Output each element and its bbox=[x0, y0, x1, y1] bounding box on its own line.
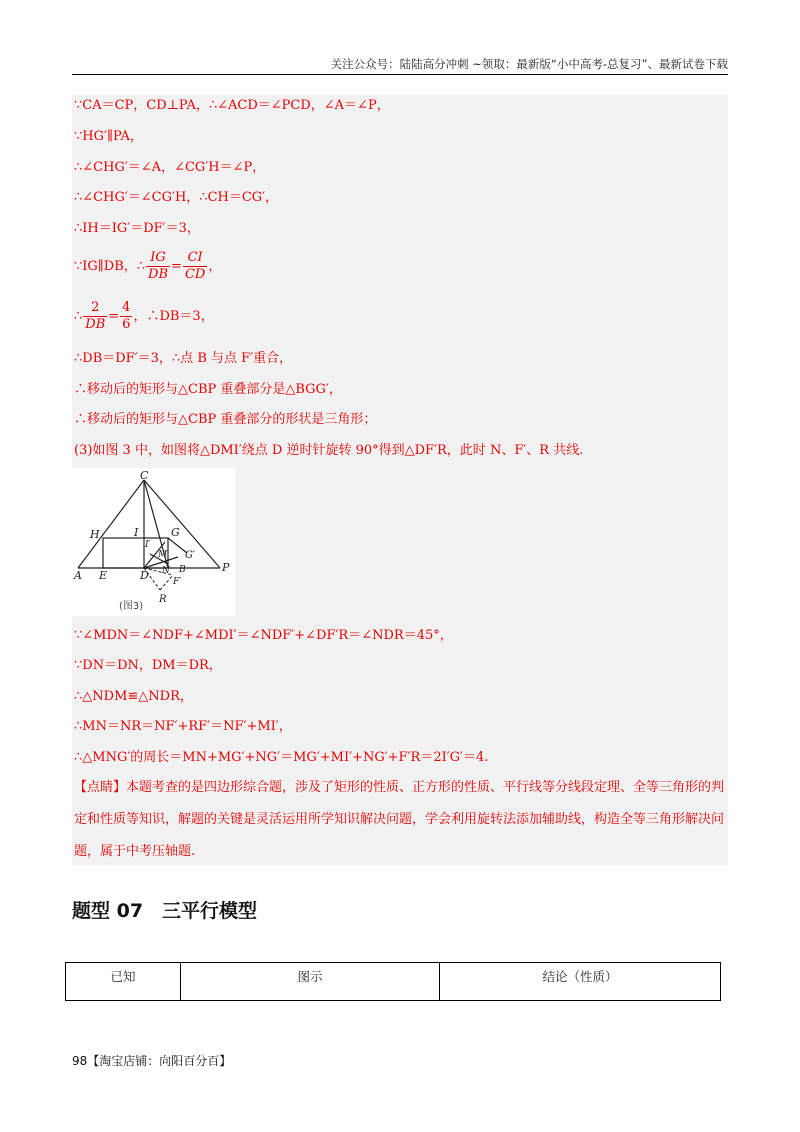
proof-line-1: ∵∠MDN＝∠NDF+∠MDI′＝∠NDF′+∠DF′R＝∠NDR＝45°， bbox=[74, 628, 453, 643]
label-f-prime: F′ bbox=[173, 577, 182, 587]
page-header: 关注公众号：陆陆高分冲刺 ~领取：最新版“小中高考-总复习”、最新试卷下载 bbox=[330, 57, 728, 71]
page-number: 98 bbox=[72, 1054, 88, 1068]
fraction-denominator: 6 bbox=[122, 317, 131, 332]
solution-line-1: ∵CA＝CP，CD⊥PA，∴∠ACD＝∠PCD，∠A＝∠P， bbox=[74, 98, 390, 113]
equals-sign: = bbox=[108, 309, 120, 324]
solution-line-3: ∴∠CHG′＝∠A，∠CG′H＝∠P， bbox=[74, 160, 266, 175]
solution-line-4: ∴∠CHG′＝∠CG′H，∴CH＝CG′， bbox=[74, 190, 279, 205]
line7-prefix: ∴ bbox=[74, 309, 83, 324]
table-header-known: 已知 bbox=[66, 963, 181, 1001]
header-rule bbox=[72, 74, 728, 75]
model-table bbox=[65, 962, 721, 1001]
geometry-figure-3 bbox=[72, 468, 235, 616]
label-i-prime: I′ bbox=[145, 540, 151, 550]
label-i: I bbox=[134, 526, 139, 539]
proof-line-3: ∴△NDM≌△NDR， bbox=[74, 689, 193, 704]
fraction-ig-db bbox=[146, 250, 170, 283]
fraction-ci-cd bbox=[183, 250, 207, 283]
label-g-prime: G′ bbox=[185, 550, 196, 561]
solution-line-10: ∴移动后的矩形与△CBP 重叠部分的形状是三角形； bbox=[74, 412, 377, 427]
label-a: A bbox=[74, 569, 82, 582]
table-header-row bbox=[66, 963, 721, 1001]
label-p: P bbox=[222, 561, 230, 574]
section-title: 题型 07 三平行模型 bbox=[72, 900, 258, 922]
label-h: H bbox=[90, 528, 100, 541]
solution-line-6 bbox=[74, 250, 221, 284]
fraction-4-6 bbox=[120, 300, 132, 333]
comment-paragraph bbox=[74, 772, 728, 868]
label-c: C bbox=[140, 469, 149, 482]
figure-3-svg bbox=[72, 468, 235, 616]
comment-text: 本题考查的是四边形综合题，涉及了矩形的性质、正方形的性质、平行线等分线段定理、全等三角形的判定和性质等知识，解题的关键是灵活运用所学知识解决问题，学会利用旋转法添加辅助线，构造全等三角形解决问题，属于中考压轴题. bbox=[74, 780, 725, 859]
solution-line-11: (3)如图 3 中，如图将△DMI′绕点 D 逆时针旋转 90°得到△DF′R，此时 N、F′、R 共线. bbox=[74, 443, 584, 458]
shop-name: 【淘宝店铺：向阳百分百】 bbox=[87, 1054, 232, 1068]
proof-line-2: ∵DN＝DN，DM＝DR， bbox=[74, 658, 222, 673]
proof-line-5: ∴△MNG′的周长＝MN+MG′+NG′＝MG′+MI′+NG′+F′R＝2I′G′＝4. bbox=[74, 750, 489, 765]
label-b: B bbox=[179, 565, 186, 575]
solution-line-2: ∵HG′∥PA， bbox=[74, 129, 143, 144]
label-e: E bbox=[99, 569, 108, 582]
solution-line-7 bbox=[74, 300, 214, 334]
solution-line-5: ∴IH＝IG′＝DF′＝3， bbox=[74, 221, 200, 236]
fraction-numerator: CI bbox=[183, 250, 207, 267]
line6-prefix: ∵IG∥DB，∴ bbox=[74, 259, 146, 274]
fraction-denominator: CD bbox=[184, 267, 206, 282]
table-header-conclusion: 结论（性质） bbox=[440, 963, 721, 1001]
figure-caption: (图3) bbox=[119, 601, 144, 612]
label-m: M bbox=[158, 550, 168, 560]
line6-suffix: ， bbox=[208, 259, 222, 274]
table-header-diagram: 图示 bbox=[181, 963, 440, 1001]
proof-line-4: ∴MN＝NR＝NF′+RF′＝NF′+MI′， bbox=[74, 719, 292, 734]
fraction-denominator: DB bbox=[85, 317, 106, 332]
comment-tag: 【点睛】 bbox=[74, 780, 127, 795]
fraction-numerator: 4 bbox=[122, 300, 131, 315]
fraction-numerator: 2 bbox=[83, 300, 107, 317]
label-d: D bbox=[140, 569, 149, 582]
solution-line-8: ∴DB＝DF′＝3，∴点 B 与点 F′重合， bbox=[74, 351, 293, 366]
fraction-2-db bbox=[83, 300, 107, 333]
solution-line-9: ∴移动后的矩形与△CBP 重叠部分是△BGG′， bbox=[74, 382, 342, 397]
fraction-numerator: IG bbox=[146, 250, 170, 267]
fraction-denominator: DB bbox=[148, 267, 169, 282]
label-n: N bbox=[162, 566, 170, 576]
label-g: G bbox=[171, 526, 180, 539]
label-r: R bbox=[159, 594, 167, 605]
equals-sign: = bbox=[171, 259, 182, 274]
line7-suffix: ，∴DB＝3， bbox=[133, 309, 214, 324]
page-footer bbox=[72, 1052, 231, 1069]
